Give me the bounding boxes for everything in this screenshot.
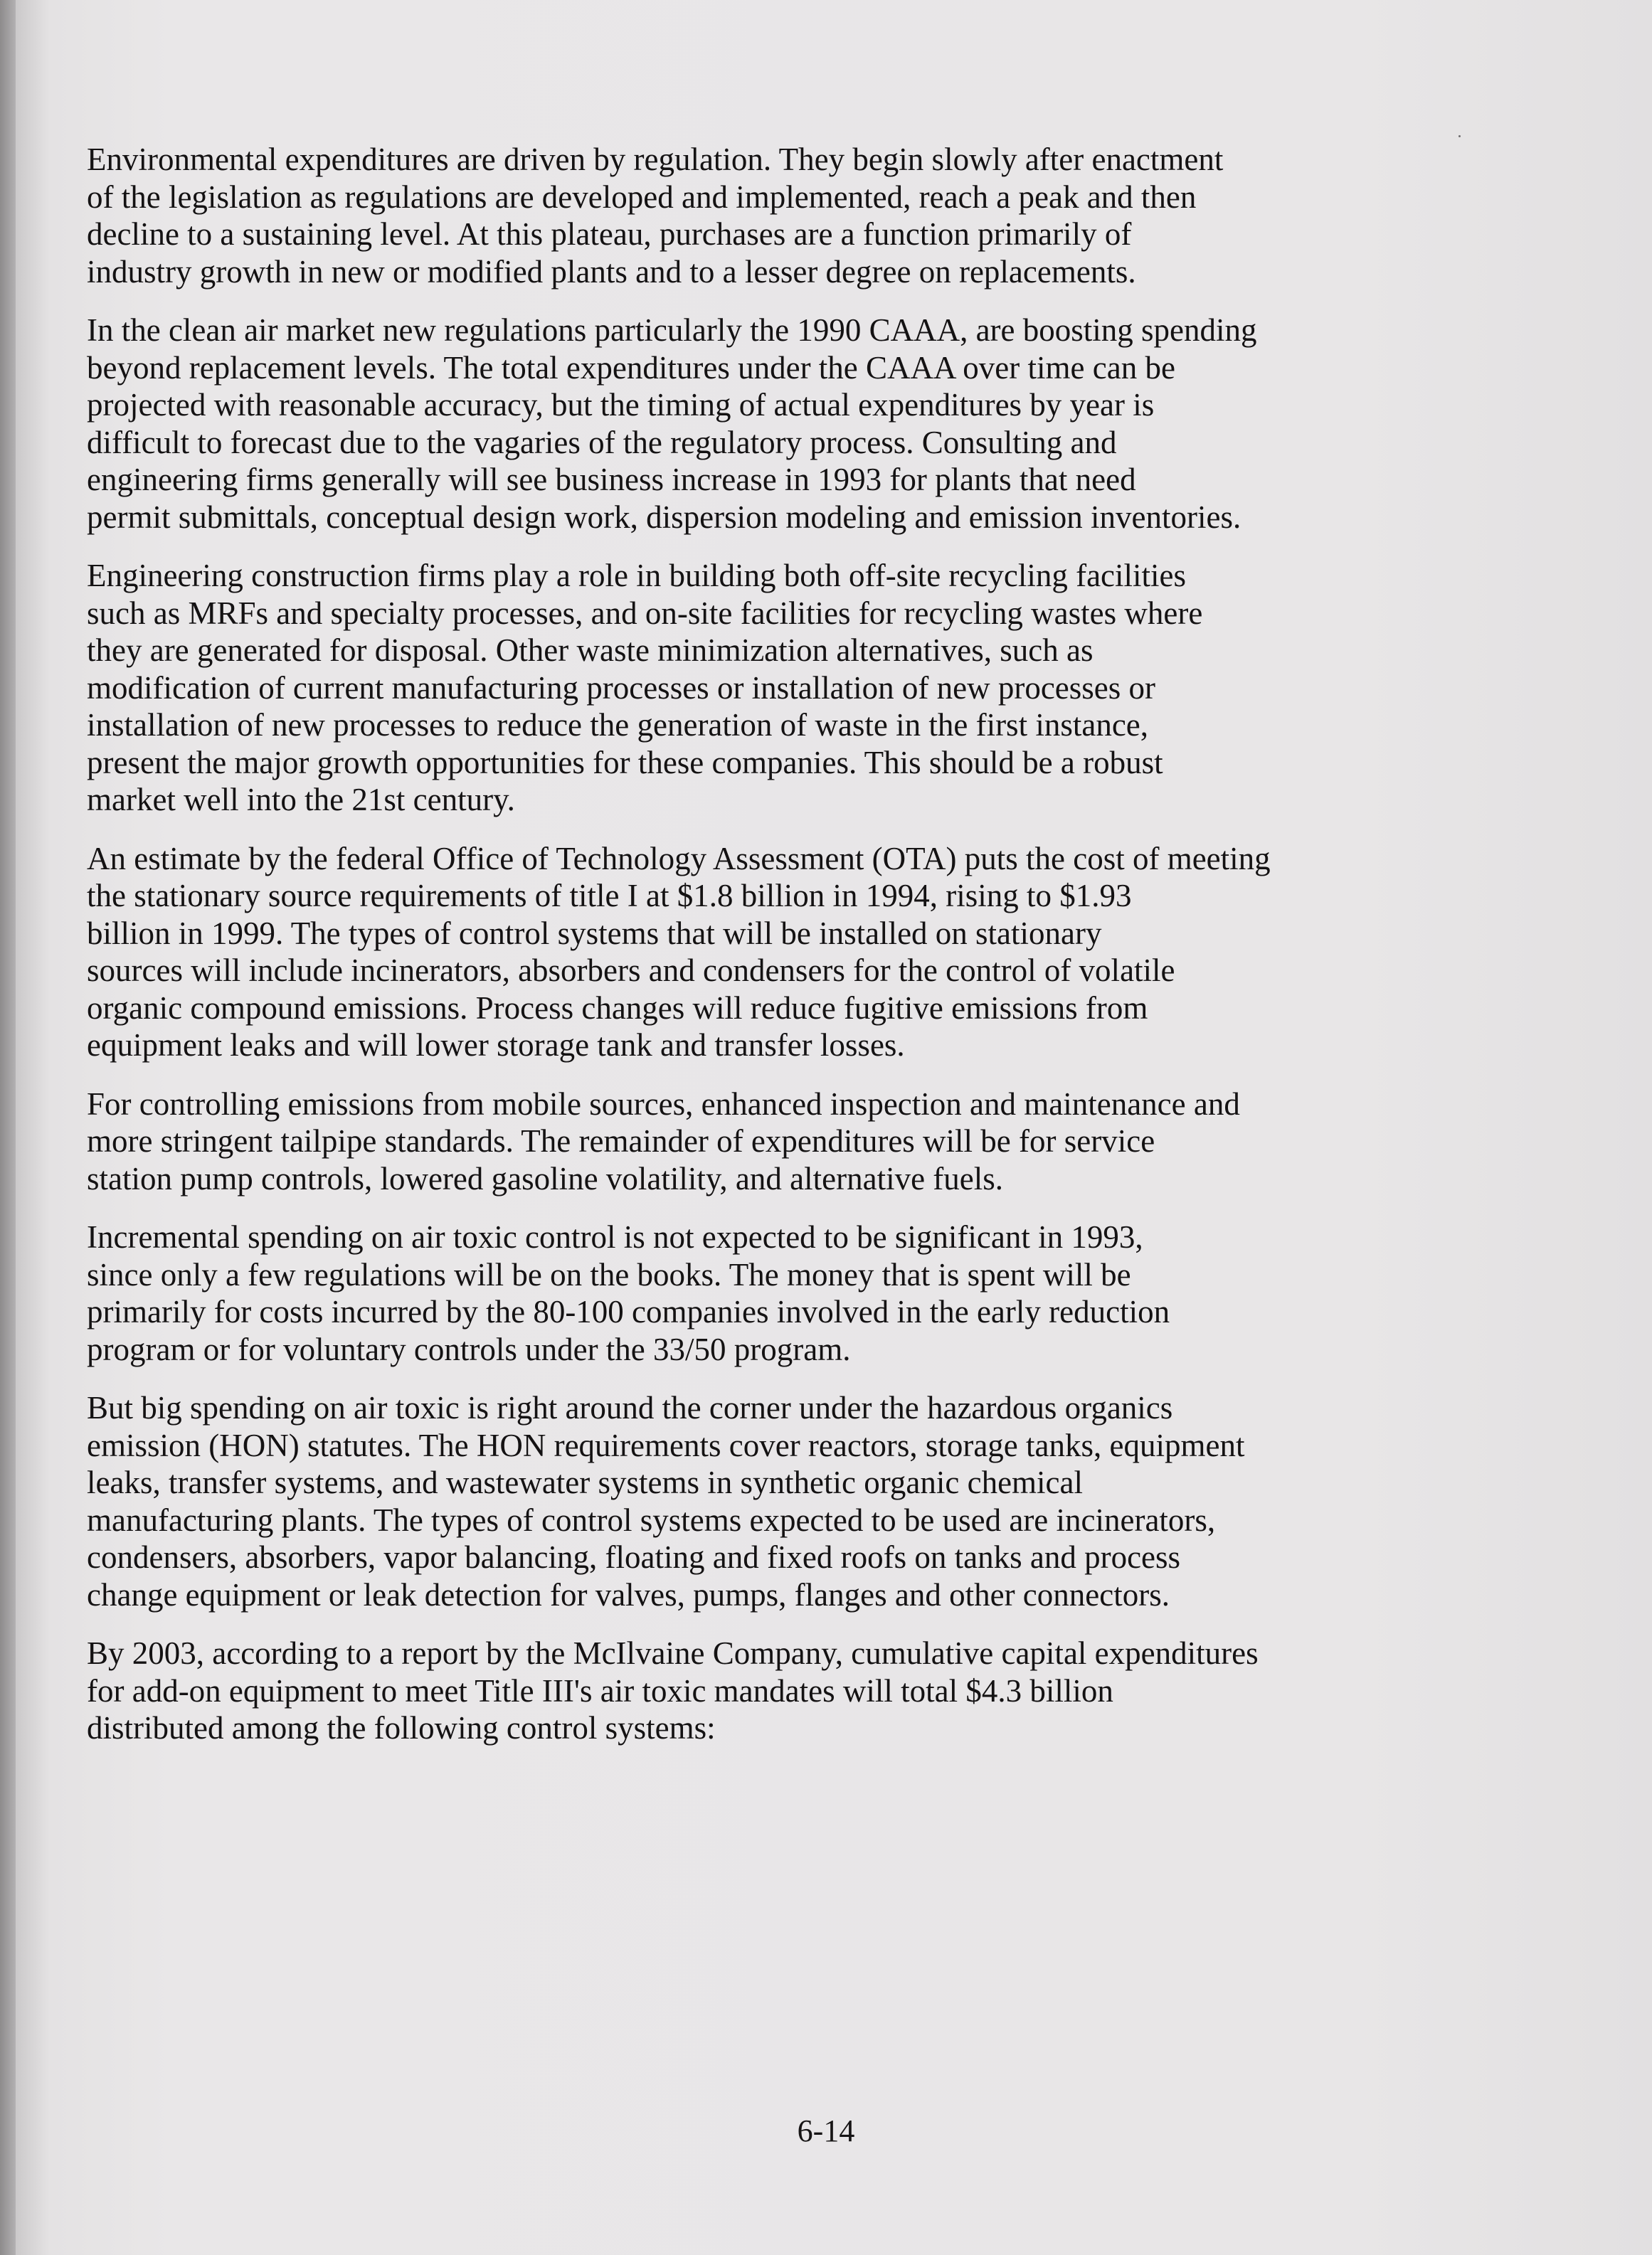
paragraph-clean-air-market: In the clean air market new regulations particularly the 1990 CAAA, are boosting spending beyond replacement levels. The total expenditures under the CAAA over time can be projected with reasonable accuracy, but the timing of actual expenditures by year is difficult to forecast due to the vagaries of the regulatory process. Consulting and engineering firms generally will see business increase in 1993 for plants that need permit submittals, conceptual design work, dispersion modeling and emission inventories. bbox=[87, 312, 1257, 535]
book-spine-shadow bbox=[0, 0, 16, 2255]
paragraph-mcilvaine-report: By 2003, according to a report by the McIlvaine Company, cumulative capital expenditures for add-on equipment to meet Title III's air toxic mandates will total $4.3 billion distributed among the following control systems: bbox=[87, 1635, 1259, 1746]
page-number: 6-14 bbox=[797, 2113, 855, 2148]
scan-speck bbox=[1458, 135, 1461, 137]
paragraph-environmental-expenditures: Environmental expenditures are driven by regulation. They begin slowly after enactment of the legislation as regulations are developed and implemented, reach a peak and then decline to a sustaining level. At this plateau, purchases are a function primarily of industry growth in new or modified plants and to a lesser degree on replacements. bbox=[87, 142, 1224, 290]
paragraph-ota-estimate: An estimate by the federal Office of Technology Assessment (OTA) puts the cost of meeting the stationary source requirements of title I at $1.8 billion in 1994, rising to $1.93 billion in 1999. The types of control systems that will be installed on stationary sources will include incinerators, absorbers and condensers for the control of volatile organic compound emissions. Process changes will reduce fugitive emissions from equipment leaks and will lower storage tank and transfer losses. bbox=[87, 840, 1271, 1063]
paragraph-engineering-construction: Engineering construction firms play a role in building both off-site recycling facilities such as MRFs and specialty processes, and on-site facilities for recycling wastes where they are generated for disposal. Other waste minimization alternatives, such as modification of current manufacturing processes or installation of new processes or installation of new processes to reduce the generation of waste in the first instance, present the major growth opportunities for these companies. This should be a robust market well into the 21st century. bbox=[87, 558, 1203, 817]
page-body bbox=[87, 141, 1503, 1768]
paragraph-hon-statutes: But big spending on air toxic is right around the corner under the hazardous organics emission (HON) statutes. The HON requirements cover reactors, storage tanks, equipment leaks, transfer systems, and wastewater systems in synthetic organic chemical manufacturing plants. The types of control systems expected to be used are incinerators, condensers, absorbers, vapor balancing, floating and fixed roofs on tanks and process change equipment or leak detection for valves, pumps, flanges and other connectors. bbox=[87, 1390, 1245, 1613]
paragraph-incremental-spending: Incremental spending on air toxic control is not expected to be significant in 1993, since only a few regulations will be on the books. The money that is spent will be primarily for costs incurred by the 80-100 companies involved in the early reduction program or for voluntary controls under the 33/50 program. bbox=[87, 1219, 1170, 1367]
paragraph-mobile-sources: For controlling emissions from mobile sources, enhanced inspection and maintenance and more stringent tailpipe standards. The remainder of expenditures will be for service station pump controls, lowered gasoline volatility, and alternative fuels. bbox=[87, 1086, 1240, 1197]
